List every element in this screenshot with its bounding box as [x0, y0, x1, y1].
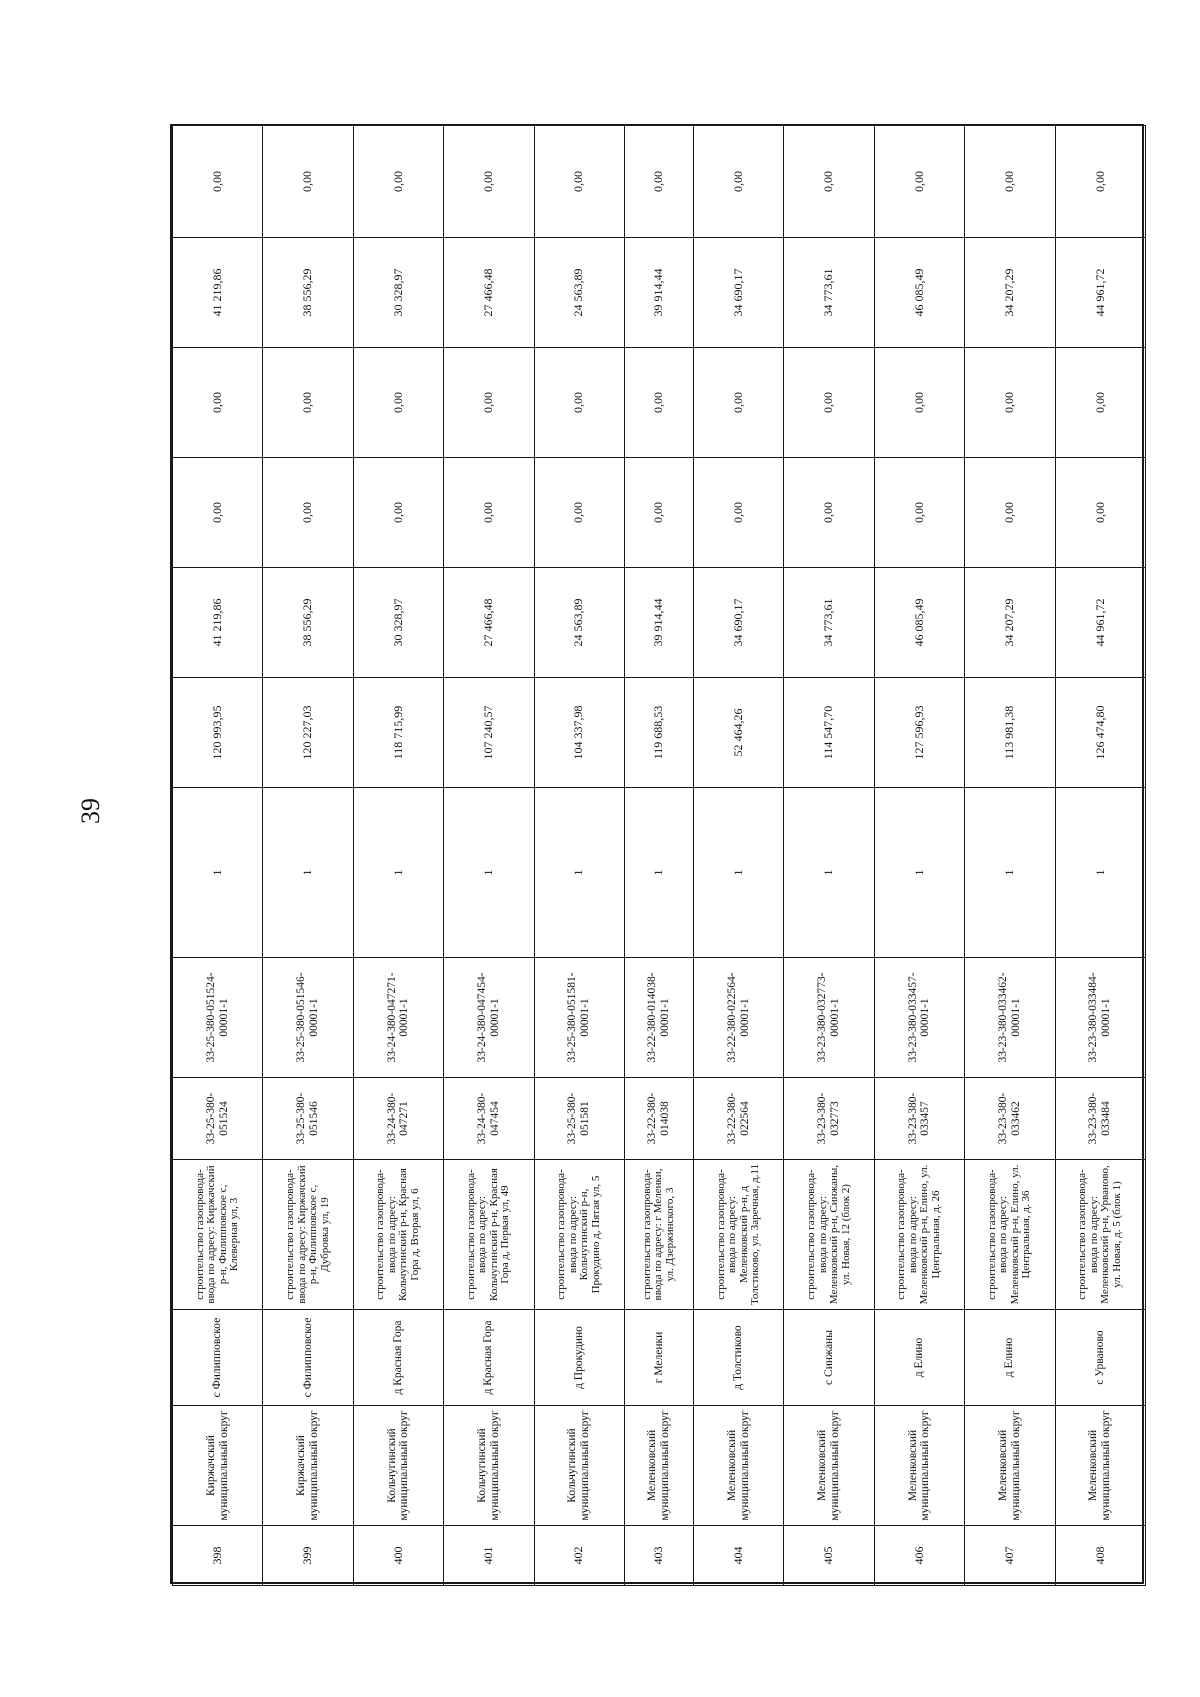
count-cell: 1 [965, 788, 1055, 958]
amount-cell-4: 0,00 [965, 348, 1055, 458]
settlement-cell: с Урвановo [1055, 1310, 1145, 1406]
settlement-cell: д Елино [874, 1310, 964, 1406]
amount-cell-1: 120 227,03 [263, 678, 353, 788]
district-cell: Кольчугинский муниципальный округ [444, 1406, 534, 1526]
page-number: 39 [76, 798, 105, 824]
amount-cell-5: 46 085,49 [874, 238, 964, 348]
district-cell: Меленковский муниципальный округ [784, 1406, 874, 1526]
amount-cell-2: 27 466,48 [444, 568, 534, 678]
address-cell: строительство газопровода-ввода по адресу: Меленковский р-н, Урваново, ул. Новая, д. 5 (блок 1) [1055, 1160, 1145, 1310]
object-code-cell: 33-22-380-014038-00001-1 [624, 958, 693, 1078]
row-number-cell: 407 [965, 1526, 1055, 1586]
amount-cell-2: 34 773,61 [784, 568, 874, 678]
cadastre-cell: 33-24-380-047271 [353, 1078, 443, 1160]
amount-cell-4: 0,00 [173, 348, 263, 458]
amount-cell-5: 38 556,29 [263, 238, 353, 348]
address-cell: строительство газопровода-ввода по адресу: г Меленки, ул. Дзержинского, 3 [624, 1160, 693, 1310]
amount-cell-2: 24 563,89 [534, 568, 624, 678]
amount-cell-3: 0,00 [965, 458, 1055, 568]
amount-cell-4: 0,00 [444, 348, 534, 458]
table-row [534, 126, 624, 1586]
amount-cell-3: 0,00 [1055, 458, 1145, 568]
amount-cell-3: 0,00 [173, 458, 263, 568]
count-cell: 1 [1055, 788, 1145, 958]
amount-cell-1: 120 993,95 [173, 678, 263, 788]
district-cell: Меленковский муниципальный округ [1055, 1406, 1145, 1526]
amount-cell-5: 24 563,89 [534, 238, 624, 348]
address-cell: строительство газопровода-ввода по адресу: Меленковский р-н, д Толстиково, ул. Заречная, д.11 [694, 1160, 784, 1310]
table-row [624, 126, 693, 1586]
amount-cell-3: 0,00 [784, 458, 874, 568]
table-row [784, 126, 874, 1586]
row-number-cell: 401 [444, 1526, 534, 1586]
object-code-cell: 33-23-380-032773-00001-1 [784, 958, 874, 1078]
district-cell: Кольчугинский муниципальный округ [353, 1406, 443, 1526]
table-row [1055, 126, 1145, 1586]
address-cell: строительство газопровода-ввода по адресу: Меленковский р-н, Елино, ул. Центральная, д. 36 [965, 1160, 1055, 1310]
amount-cell-6: 0,00 [874, 126, 964, 238]
amount-cell-6: 0,00 [1055, 126, 1145, 238]
amount-cell-6: 0,00 [173, 126, 263, 238]
amount-cell-5: 27 466,48 [444, 238, 534, 348]
amount-cell-2: 34 207,29 [965, 568, 1055, 678]
count-cell: 1 [874, 788, 964, 958]
amount-cell-4: 0,00 [694, 348, 784, 458]
amount-cell-5: 34 690,17 [694, 238, 784, 348]
settlement-cell: с Филипповское [173, 1310, 263, 1406]
settlement-cell: д Красная Гора [444, 1310, 534, 1406]
settlement-cell: д Прокудино [534, 1310, 624, 1406]
amount-cell-2: 46 085,49 [874, 568, 964, 678]
district-cell: Киржачский муниципальный округ [173, 1406, 263, 1526]
row-number-cell: 404 [694, 1526, 784, 1586]
object-code-cell: 33-24-380-047454-00001-1 [444, 958, 534, 1078]
amount-cell-5: 39 914,44 [624, 238, 693, 348]
table-row [263, 126, 353, 1586]
settlement-cell: с Синжаны [784, 1310, 874, 1406]
settlement-cell: д Красная Гора [353, 1310, 443, 1406]
settlement-cell: д Елино [965, 1310, 1055, 1406]
count-cell: 1 [694, 788, 784, 958]
cadastre-cell: 33-25-380-051546 [263, 1078, 353, 1160]
amount-cell-5: 30 328,97 [353, 238, 443, 348]
amount-cell-1: 119 688,53 [624, 678, 693, 788]
district-cell: Меленковский муниципальный округ [624, 1406, 693, 1526]
settlement-cell: д Толстиково [694, 1310, 784, 1406]
amount-cell-6: 0,00 [784, 126, 874, 238]
count-cell: 1 [534, 788, 624, 958]
row-number-cell: 408 [1055, 1526, 1145, 1586]
amount-cell-2: 44 961,72 [1055, 568, 1145, 678]
amount-cell-6: 0,00 [444, 126, 534, 238]
address-cell: строительство газопровода-ввода по адресу: Кольчугинский р-н, Красная Гора д, Первая ул, 49 [444, 1160, 534, 1310]
amount-cell-4: 0,00 [1055, 348, 1145, 458]
count-cell: 1 [353, 788, 443, 958]
amount-cell-4: 0,00 [353, 348, 443, 458]
object-code-cell: 33-25-380-051524-00001-1 [173, 958, 263, 1078]
amount-cell-1: 52 464,26 [694, 678, 784, 788]
document-table-frame [170, 124, 1144, 1584]
district-cell: Кольчугинский муниципальный округ [534, 1406, 624, 1526]
amount-cell-1: 127 596,93 [874, 678, 964, 788]
object-code-cell: 33-25-380-051581-00001-1 [534, 958, 624, 1078]
settlement-cell: г Меленки [624, 1310, 693, 1406]
amount-cell-4: 0,00 [784, 348, 874, 458]
table-row [353, 126, 443, 1586]
amount-cell-4: 0,00 [624, 348, 693, 458]
address-cell: строительство газопровода-ввода по адресу: Меленковский р-н, Синжаны, ул. Новая, 12 (блок 2) [784, 1160, 874, 1310]
cadastre-cell: 33-23-380-033462 [965, 1078, 1055, 1160]
amount-cell-4: 0,00 [263, 348, 353, 458]
amount-cell-3: 0,00 [353, 458, 443, 568]
amount-cell-6: 0,00 [694, 126, 784, 238]
cadastre-cell: 33-23-380-032773 [784, 1078, 874, 1160]
address-cell: строительство газопровода-ввода по адресу: Киржачский р-н, Филипповское с, Клеверная ул, 3 [173, 1160, 263, 1310]
address-cell: строительство газопровода-ввода по адресу: Меленковский р-н, Елино, ул. Центральная, д. 26 [874, 1160, 964, 1310]
amount-cell-1: 118 715,99 [353, 678, 443, 788]
row-number-cell: 402 [534, 1526, 624, 1586]
amount-cell-3: 0,00 [624, 458, 693, 568]
table-row [874, 126, 964, 1586]
amount-cell-5: 34 207,29 [965, 238, 1055, 348]
count-cell: 1 [784, 788, 874, 958]
count-cell: 1 [444, 788, 534, 958]
amount-cell-6: 0,00 [965, 126, 1055, 238]
amount-cell-6: 0,00 [353, 126, 443, 238]
table-row [694, 126, 784, 1586]
district-cell: Киржачский муниципальный округ [263, 1406, 353, 1526]
amount-cell-2: 41 219,86 [173, 568, 263, 678]
amount-cell-2: 39 914,44 [624, 568, 693, 678]
row-number-cell: 398 [173, 1526, 263, 1586]
amount-cell-1: 114 547,70 [784, 678, 874, 788]
amount-cell-1: 104 337,98 [534, 678, 624, 788]
object-code-cell: 33-24-380-047271-00001-1 [353, 958, 443, 1078]
row-number-cell: 405 [784, 1526, 874, 1586]
row-number-cell: 403 [624, 1526, 693, 1586]
row-number-cell: 406 [874, 1526, 964, 1586]
row-number-cell: 400 [353, 1526, 443, 1586]
amount-cell-5: 41 219,86 [173, 238, 263, 348]
amount-cell-4: 0,00 [534, 348, 624, 458]
amount-cell-5: 34 773,61 [784, 238, 874, 348]
cadastre-cell: 33-24-380-047454 [444, 1078, 534, 1160]
table-row [173, 126, 263, 1586]
amount-cell-2: 38 556,29 [263, 568, 353, 678]
table-body [173, 126, 1146, 1586]
cadastre-cell: 33-23-380-033457 [874, 1078, 964, 1160]
cadastre-cell: 33-23-380-033484 [1055, 1078, 1145, 1160]
amount-cell-1: 113 981,38 [965, 678, 1055, 788]
rotated-table-container [172, 126, 1146, 1586]
address-cell: строительство газопровода-ввода по адресу: Кольчугинский р-н, Прокудино д, Пятая ул, 5 [534, 1160, 624, 1310]
settlement-cell: с Филипповское [263, 1310, 353, 1406]
cadastre-cell: 33-25-380-051524 [173, 1078, 263, 1160]
amount-cell-2: 30 328,97 [353, 568, 443, 678]
amount-cell-6: 0,00 [263, 126, 353, 238]
table-row [444, 126, 534, 1586]
amount-cell-1: 126 474,80 [1055, 678, 1145, 788]
amount-cell-6: 0,00 [624, 126, 693, 238]
table-row [965, 126, 1055, 1586]
cadastre-cell: 33-22-380-022564 [694, 1078, 784, 1160]
cadastre-cell: 33-22-380-014038 [624, 1078, 693, 1160]
district-cell: Меленковский муниципальный округ [965, 1406, 1055, 1526]
object-code-cell: 33-23-380-033462-00001-1 [965, 958, 1055, 1078]
count-cell: 1 [263, 788, 353, 958]
object-code-cell: 33-25-380-051546-00001-1 [263, 958, 353, 1078]
amount-cell-3: 0,00 [694, 458, 784, 568]
cadastre-cell: 33-25-380-051581 [534, 1078, 624, 1160]
object-code-cell: 33-22-380-022564-00001-1 [694, 958, 784, 1078]
amount-cell-2: 34 690,17 [694, 568, 784, 678]
amount-cell-3: 0,00 [444, 458, 534, 568]
amount-cell-1: 107 240,57 [444, 678, 534, 788]
address-cell: строительство газопровода-ввода по адресу: Кольчугинский р-н, Красная Гора д, Вторая ул, 6 [353, 1160, 443, 1310]
amount-cell-3: 0,00 [263, 458, 353, 568]
amount-cell-4: 0,00 [874, 348, 964, 458]
address-cell: строительство газопровода-ввода по адресу: Киржачский р-н, Филипповское с, Дубровка ул, 19 [263, 1160, 353, 1310]
object-code-cell: 33-23-380-033484-00001-1 [1055, 958, 1145, 1078]
amount-cell-5: 44 961,72 [1055, 238, 1145, 348]
district-cell: Меленковский муниципальный округ [874, 1406, 964, 1526]
amount-cell-3: 0,00 [534, 458, 624, 568]
row-number-cell: 399 [263, 1526, 353, 1586]
district-cell: Меленковский муниципальный округ [694, 1406, 784, 1526]
amount-cell-6: 0,00 [534, 126, 624, 238]
gas-pipeline-table [172, 125, 1146, 1586]
object-code-cell: 33-23-380-033457-00001-1 [874, 958, 964, 1078]
count-cell: 1 [624, 788, 693, 958]
amount-cell-3: 0,00 [874, 458, 964, 568]
count-cell: 1 [173, 788, 263, 958]
